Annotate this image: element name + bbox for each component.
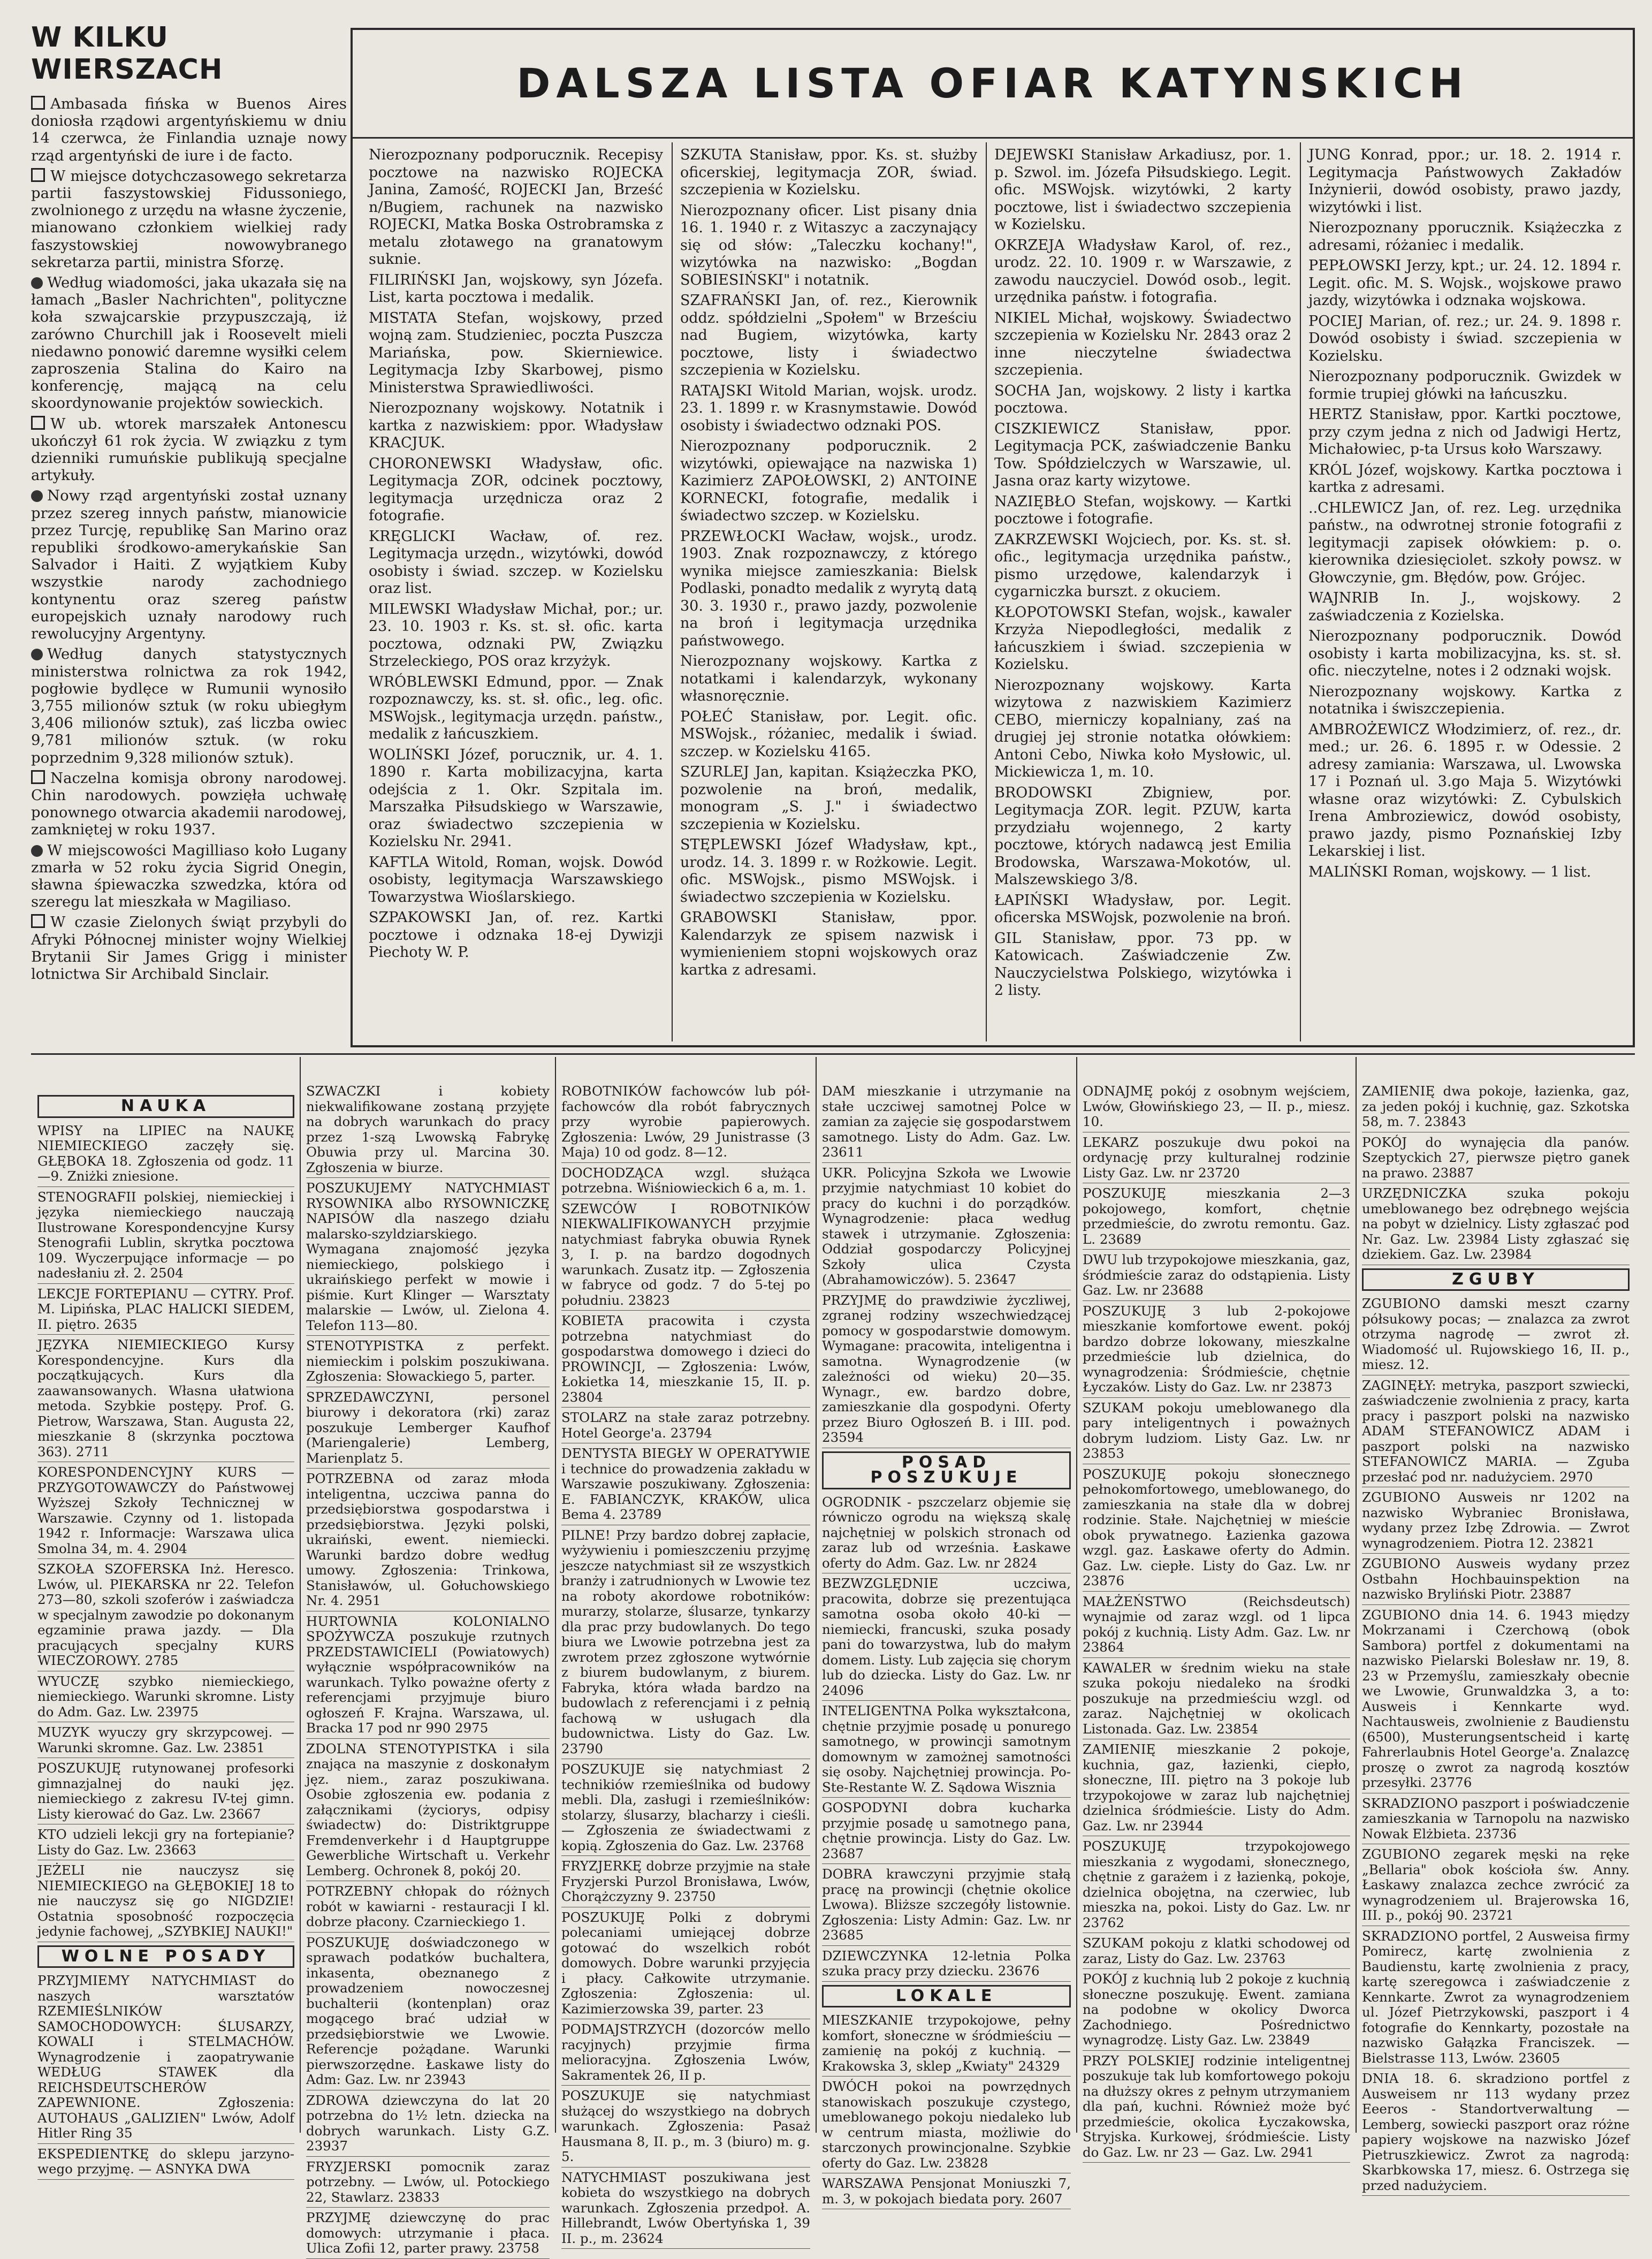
classified-ad: POKÓJ do wynajęcia dla panów. Szeptyckich 27, pierwsze piętro ganek na prawo. 23887 xyxy=(1362,1135,1630,1184)
classified-ad: KOBIETA pracowita i czysta potrzebna natychmiast do gospodarstwa domowego i dzieci do PROWINCJI, — Zgłoszenia: Lwów, Łokietka 14, mieszkanie 15, II. p. 23804 xyxy=(561,1313,810,1408)
victim-entry: CISZKIEWICZ Stanisław, ppor. Legitymacja PCK, zaświadczenie Banku Tow. Spółdzielczych w Warszawie, ul. Jasna oraz karty wizytowe. xyxy=(994,420,1291,489)
brief-item: Ambasada fińska w Buenos Aires doniosła rządowi argentyńskiemu w dniu 14 czerwca, że Finlandia uznaje nowy rząd argentyński de iure i de facto. xyxy=(31,95,347,164)
katyn-column-4 xyxy=(1308,147,1621,1035)
zguby-section-header: ZGUBY xyxy=(1362,1268,1630,1291)
victim-entry: Nierozpoznany wojskowy. Kartka z notatnika i świszczepienia. xyxy=(1308,683,1621,717)
classified-ad: GOSPODYNI dobra kucharka przyjmie posadę u samotnego pana, chętnie prowincja. Listy do Gaz. Lw. 23687 xyxy=(822,1800,1071,1864)
classified-ad: DOBRA krawczyni przyjmie stałą pracę na prowincji (chętnie okolice Lwowa). Bliższe szczegóły listownie. Zgłoszenia: Listy Admin: Gaz. Lw. nr 23685 xyxy=(822,1867,1071,1946)
classified-ad: MIESZKANIE trzypokojowe, pełny komfort, słoneczne w śródmieściu — zamienię na pokój z kuchnią. — Krakowska 3, sklep „Kwiaty" 24329 xyxy=(822,2013,1071,2077)
victim-entry: Nierozpoznany podporucznik. Gwizdek w formie trupiej główki na łańcuszku. xyxy=(1308,368,1621,402)
classified-ad: ZAMIENIĘ mieszkanie 2 pokoje, kuchnia, gaz, łazienki, ciepło, słoneczne, III. piętro na 3 pokoje lub trzypokojowe w zaraz lub najchętniej dzielnica śródmieście. Listy do Adm. Gaz. Lw. nr 23944 xyxy=(1083,1742,1350,1836)
classified-ad: DENTYSTA BIEGŁY W OPERATYWIE i technice do prowadzenia zakładu w Warszawie poszukiwany. Zgłoszenia: E. FABIANCZYK, KRAKÓW, ulica Bema 4. 23789 xyxy=(561,1446,810,1525)
classified-ad: PODMAJSTRZYCH (dozorców mello racyjnych) przyjmie firma melioracyjna. Zgłoszenia Lwów, Sakramentek 26, II p. xyxy=(561,2022,810,2086)
ads-column-2 xyxy=(306,1083,550,2256)
classified-ad: POSZUKUJĘ mieszkania 2—3 pokojowego, komfort, chętnie przedmieście, do zwrotu remontu. Gaz. L. 23689 xyxy=(1083,1186,1350,1250)
classified-ad: NATYCHMIAST poszukiwana jest kobieta do wszystkiego na dobrych warunkach. Zgłoszenia przedpoł. A. Hillebrandt, Lwów Obertyńska 1, 39 II. p., m. 23624 xyxy=(561,2170,810,2249)
victim-entry: PRZEWŁOCKI Wacław, wojsk., urodz. 1903. Znak rozpoznawczy, z którego wynika miejsce zamieszkania: Bielsk Podlaski, ponadto medalik z wyrytą datą 30. 3. 1930 r., prawo jazdy, pozwolenie na broń i legitymacja urzędnika państwowego. xyxy=(680,528,977,649)
classified-ad: SPRZEDAWCZYNI, personel biurowy i dekoratora (rki) zaraz poszukuje Lemberger Kaufhof (Mariengalerie) Lemberg, Marienplatz 5. xyxy=(306,1390,550,1469)
checkbox-icon xyxy=(31,168,45,182)
classified-ad: POKÓJ z kuchnią lub 2 pokoje z kuchnią słoneczne poszukuję. Ewent. zamiana na podobne w okolicy Dworca Zachodniego. Pośrednictwo wynagrodzę. Listy Gaz. Lw. 23849 xyxy=(1083,1972,1350,2051)
victim-entry: Nierozpoznany pporucznik. Książeczka z adresami, różaniec i medalik. xyxy=(1308,219,1621,254)
classified-ad: POSZUKUJE się natychmiast 2 technikiów rzemieślnika od budowy mebli. Dla, zasługi i rzemieślników: stolarzy, ślusarzy, blacharzy i cieśli. — Zgłoszenia ze świadectwami z kopią. Zgłoszenia do Gaz. Lw. 23768 xyxy=(561,1762,810,1856)
classified-ad: INTELIGENTNA Polka wykształcona, chętnie przyjmie posadę u ponurego samotnego, w prowincji samotnym domownym w zamożnej samotności się osoby. Najchętniej prowincja. Po-Ste-Restante W. Z. Sądowa Wisznia xyxy=(822,1703,1071,1798)
column-divider xyxy=(1300,142,1301,1041)
katyn-column-2 xyxy=(680,147,977,1035)
classified-ad: WYUCZĘ szybko niemieckiego, niemieckiego. Warunki skromne. Listy do Adm. Gaz. Lw. 23975 xyxy=(37,1674,294,1723)
classified-ad: ODNAJMĘ pokój z osobnym wejściem, Lwów, Głowińskiego 23, — II. p., miesz. 10. xyxy=(1083,1084,1350,1132)
classified-ad: ZGUBIONO Ausweis nr 1202 na nazwisko Wybraniec Bronisława, wydany przez Izbę Zdrowia. — Zwrot wynagrodzeniem. Piotra 12. 23821 xyxy=(1362,1490,1630,1554)
victim-entry: KRÓL Józef, wojskowy. Kartka pocztowa i kartka z adresami. xyxy=(1308,461,1621,496)
classified-ad: ZGUBIONO dnia 14. 6. 1943 między Mokrzanami i Czerchową (obok Sambora) portfel z dokumentami na nazwisko Pielarski Bolesław nr. 19, 8. 23 w Przemyślu, zamieszkały obecnie we Lwowie, Grunwaldzka 3, a to: Ausweis i Kennkarte wyd. Nachtausweis, zwolnienie z Baudienstu (6500), Musterungsentscheid i kartę Fahrerlaubnis Hotel George'a. Znalazcę proszę o zwrot za nagrodą kosztów przesyłki. 23776 xyxy=(1362,1608,1630,1793)
classified-ad: LEKARZ poszukuje dwu pokoi na ordynację przy kulturalnej rodzinie Listy Gaz. Lw. nr 23720 xyxy=(1083,1135,1350,1184)
classified-ad: ZGUBIONO Ausweis wydany przez Ostbahn Hochbauinspektion na nazwisko Bryliński Piotr. 23887 xyxy=(1362,1556,1630,1605)
classified-ad: ROBOTNIKÓW fachowców lub pół-fachowców dla robót fabrycznych przy wyrobie papierowych. Zgłoszenia: Lwów, 29 Junistrasse (3 Maja) 10 od godz. 8—12. xyxy=(561,1084,810,1163)
brief-item: W miejsce dotychczasowego sekretarza partii faszystowskiej Fidussoniego, zwolnionego z urzędu na własne życzenie, mianowano członkiem wielkiej rady faszystowskiej nowowybranego sekretarza partii, ministra Sforzę. xyxy=(31,167,347,271)
classified-ad: MAŁŻEŃSTWO (Reichsdeutsch) wynajmie od zaraz wzgl. od 1 lipca pokój z kuchnią. Listy Adm. Gaz. Lw. nr 23864 xyxy=(1083,1594,1350,1658)
title-divider xyxy=(353,137,1633,139)
brief-item: W miejscowości Magilliaso koło Lugany zmarła w 52 roku życia Sigrid Onegin, sławna śpiewaczka szwedzka, która od szeregu lat mieszkała w Magiliaso. xyxy=(31,841,347,911)
classified-ad: SZKOŁA SZOFERSKA Inż. Heresco. Lwów, ul. PIEKARSKA nr 22. Telefon 273—80, szkoli szoferów i zaświadcza w specjalnym zawodzie po dokonanym egzaminie prawa jazdy. — Dla pracujących specjalny KURS WIECZOROWY. 2785 xyxy=(37,1562,294,1671)
victim-entry: CHORONEWSKI Władysław, ofic. Legitymacja ZOR, odcinek pocztowy, legitymacja urzędnicza oraz 2 fotografie. xyxy=(369,455,663,524)
classified-ad: POSZUKUJĘ trzypokojowego mieszkania z wygodami, słonecznego, chętnie z garażem i z łazienką, pokoje, dzielnica obojętna, na czerwiec, lub mieszka na, pokoi. Listy do Gaz. Lw. nr 23762 xyxy=(1083,1839,1350,1933)
classified-ad: POSZUKUJĘ pokoju słonecznego pełnokomfortowego, umeblowanego, do zamieszkania na stałe dla w dobrej rodzinie. Stałe. Najchętniej w mieście obok prywatnego. Łazienka gazowa wzgl. gaz. Łaskawe oferty do Admin. Gaz. Lw. ciepłe. Listy do Gaz. Lw. nr 23876 xyxy=(1083,1467,1350,1592)
classified-ad: PRZY POLSKIEJ rodzinie inteligentnej poszukuje tak lub komfortowego pokoju na dłuższy okres z pełnym utrzymaniem dla pań, kuchni. Również może być przedmieście, okolica Łyczakowska, Stryjska. Kurkowej, śródmieście. Listy do Gaz. Lw. nr 23 — Gaz. Lw. 2941 xyxy=(1083,2053,1350,2163)
classified-ad: KORESPONDENCYJNY KURS — PRZYGOTOWAWCZY do Państwowej Wyższej Szkoły Technicznej w Warszawie. Czynny od 1. listopada 1942 r. Informacje: Warszawa ulica Smolna 34, m. 4. 2904 xyxy=(37,1465,294,1559)
victim-entry: Nierozpoznany podporucznik. Recepisy pocztowe na nazwisko ROJECKA Janina, Zamość, ROJECKI Jan, Brześć n/Bugiem, rachunek na nazwisko ROJECKI, Matka Boska Ostrobramska z metalu złotawego na granatowym suknie. xyxy=(369,147,663,268)
katyn-column-1 xyxy=(369,147,663,1035)
column-divider xyxy=(986,142,987,1041)
classified-ad: POTRZEBNY chłopak do różnych robót w kawiarni - restauracji I kl. dobrze płacony. Czarnieckiego 1. xyxy=(306,1884,550,1933)
classified-ad: DAM mieszkanie i utrzymanie na stałe uczciwej samotnej Polce w zamian za zajęcie się gospodarstwem samotnego. Listy do Adm. Gaz. Lw. 23611 xyxy=(822,1084,1071,1163)
classified-ad: PILNE! Przy bardzo dobrej zapłacie, wyżywieniu i pomieszczeniu przyjmę jeszcze natychmiast sił ze wszystkich branży i zatrudnionych w Lwowie tez na roboty akordowe robotników: murarzy, stolarze, ślusarze, tynkarzy dla prac przy budowlanych. Do tego biura we Lwowie potrzebna jest za zwrotem przez zgłoszone wytwórnie z biurem budowlanym, z biurem. Fabryka, która włada bardzo na budowlach z referencjami i z pełnią fachową w usługach dla budownictwa. Listy do Gaz. Lw. 23790 xyxy=(561,1528,810,1760)
victim-entry: WRÓBLEWSKI Edmund, ppor. — Znak rozpoznawczy, ks. st. sł. ofic., leg. ofic. MSWojsk., legitymacja urzędn. państw., medalik z łańcuszkiem. xyxy=(369,673,663,742)
victim-entry: Nierozpoznany wojskowy. Karta wizytowa z nazwiskiem Kazimierz CEBO, mierniczy kopalniany, zaś na drugiej jej stronie notatka ołówkiem: Antoni Cebo, Niwka koło Mysłowic, ul. Mickiewicza 1, m. 10. xyxy=(994,676,1291,780)
lokale-section-header: LOKALE xyxy=(822,1985,1071,2008)
classified-ad: EKSPEDIENTKĘ do sklepu jarzyno-wego przyjmę. — ASNYKA DWA xyxy=(37,2147,294,2180)
victim-entry: Nierozpoznany oficer. List pisany dnia 16. 1. 1940 r. z Witaszyc a zaczynający się od słów: „Taleczku kochany!", wizytówka na nazwisko: „Bogdan SOBIESIŃSKI" i notatnik. xyxy=(680,202,977,288)
wolne-posady-section-header: WOLNE POSADY xyxy=(37,1945,294,1968)
circle-icon xyxy=(31,845,43,857)
classified-ad: JEŻELI nie nauczysz się NIEMIECKIEGO na GŁĘBOKIEJ 18 to nie nauczysz się go NIGDZIE! Ostatnia sposobność rozpoczęcia jedynie fachowej, „SZYBKIEJ NAUKI!" xyxy=(37,1863,294,1942)
column-divider xyxy=(300,1057,301,2133)
classified-ad: POSZUKUJĘ rutynowanej profesorki gimnazjalnej do nauki jęz. niemieckiego z zakresu IV-tej gimn. Listy kierować do Gaz. Lw. 23667 xyxy=(37,1761,294,1824)
victim-entry: BRODOWSKI Zbigniew, por. Legitymacja ZOR. legit. PZUW, karta przydziału wojennego, 2 karty pocztowe, których nadawcą jest Emilia Brodowska, Warszawa-Mokotów, ul. Malszewskiego 3/8. xyxy=(994,784,1291,888)
section-divider xyxy=(31,1053,1635,1055)
ads-column-4 xyxy=(822,1083,1071,2207)
classified-ad: POSZUKUJĘ doświadczonego w sprawach podatków buchaltera, inkasenta, obeznanego z prowadzeniem nowoczesnej buchalterii (kontenplan) oraz mogącego brać udział w przedsiębiorstwie we Lwowie. Referencje pożądane. Warunki pierwszorzędne. Łaskawe listy do Adm: Gaz. Lw. nr 23943 xyxy=(306,1935,550,2090)
classified-ad: SZWACZKI i kobiety niekwalifikowane zostaną przyjęte na dobrych warunkach do pracy przez 1-szą Lwowską Fabrykę Obuwia przy ul. Marcina 30. Zgłoszenia w biurze. xyxy=(306,1084,550,1178)
classified-ad: ZAMIENIĘ dwa pokoje, łazienka, gaz, za jeden pokój i kuchnię, gaz. Szkotska 58, m. 7. 23843 xyxy=(1362,1084,1630,1132)
classified-ad: MUZYK wyuczy gry skrzypcowej. — Warunki skromne. Gaz. Lw. 23851 xyxy=(37,1725,294,1758)
classified-ad: PRZYJMIEMY NATYCHMIAST do naszych warsztatów RZEMIEŚLNIKÓW SAMOCHODOWYCH: ŚLUSARZY, KOWALI i STELMACHÓW. Wynagrodzenie i zaopatrywanie WEDŁUG STAWEK dla REICHSDEUTSCHERÓW ZAPEWNIONE. Zgłoszenia: AUTOHAUS „GALIZIEN" Lwów, Adolf Hitler Ring 35 xyxy=(37,1973,294,2144)
victim-entry: OKRZEJA Władysław Karol, of. rez., urodz. 22. 10. 1909 r. w Warszawie, z zawodu nauczyciel. Dowód osob., legit. urzędnika państw. i fotografia. xyxy=(994,237,1291,306)
classified-ad: POSZUKUJĘ 3 lub 2-pokojowe mieszkanie komfortowe ewent. pokój bardzo dobrze lokowany, mieszkalne przedmieście lub dzielnica, do wynagrodzenia: Śródmieście, chętnie Łyczaków. Listy do Gaz. Lw. nr 23873 xyxy=(1083,1304,1350,1398)
classified-ad: KAWALER w średnim wieku na stałe szuka pokoju niedaleko na środki poszukuje na przedmieściu wzgl. od zaraz. Najchętniej w okolicach Listonada. Gaz. Lw. 23854 xyxy=(1083,1661,1350,1740)
classified-ad: BEZWZGLĘDNIE uczciwa, pracowita, dobrze się prezentująca samotna osoba około 40-ki — niemiecki, francuski, szuka posady pani do towarzystwa, lub do małym domem. Listy. Lub zajęcia się chorym lub do dziecka. Listy do Gaz. Lw. nr 24096 xyxy=(822,1576,1071,1701)
brief-item: W ub. wtorek marszałek Antonescu ukończył 61 rok życia. W związku z tym dzienniki rumuńskie publikują specjalne artykuły. xyxy=(31,415,347,484)
katyn-list-box xyxy=(351,28,1635,1047)
classified-ad: STENOTYPISTKA z perfekt. niemieckim i polskim poszukiwana. Zgłoszenia: Słowackiego 5, parter. xyxy=(306,1338,550,1387)
victim-entry: NAZIĘBŁO Stefan, wojskowy. — Kartki pocztowe i fotografie. xyxy=(994,493,1291,527)
brief-item: Naczelna komisja obrony narodowej. Chin narodowych. powzięła uchwałę ponownego otwarcia akademii narodowej, zamkniętej w roku 1937. xyxy=(31,769,347,839)
katyn-column-3 xyxy=(994,147,1291,1035)
victim-entry: SOCHA Jan, wojskowy. 2 listy i kartka pocztowa. xyxy=(994,382,1291,416)
column-divider xyxy=(1076,1057,1077,2133)
classified-ad: POSZUKUJĘ Polki z dobrymi polecaniami umiejącej dobrze gotować do wszelkich robót domowych. Dobre warunki przyjęcia i płacy. Całkowite utrzymanie. Zgłoszenia: Zgłoszenia: ul. Kazimierzowska 39, parter. 23 xyxy=(561,1910,810,2020)
victim-entry: GRABOWSKI Stanisław, ppor. Kalendarzyk ze spisem nazwisk i wymienieniem stopni wojskowych oraz kartka z adresami. xyxy=(680,909,977,978)
victim-entry: RATAJSKI Witold Marian, wojsk. urodz. 23. 1. 1899 r. w Krasnymstawie. Dowód osobisty i świadectwo odznaki POS. xyxy=(680,382,977,434)
victim-entry: DEJEWSKI Stanisław Arkadiusz, por. 1. p. Szwol. im. Józefa Piłsudskiego. Legit. ofic. MSWojsk. wizytówki, 2 karty pocztowe, list i świadectwo szczepienia w Kozielsku. xyxy=(994,147,1291,233)
nauka-section-header: NAUKA xyxy=(37,1095,294,1118)
victim-entry: JUNG Konrad, ppor.; ur. 18. 2. 1914 r. Legitymacja Państwowych Zakładów Inżynierii, dowód osobisty, prawo jazdy, wizytówki i list. xyxy=(1308,147,1621,216)
checkbox-icon xyxy=(31,914,45,928)
checkbox-icon xyxy=(31,96,45,110)
victim-entry: Nierozpoznany wojskowy. Kartka z notatkami i kalendarzyk, wykonany własnoręcznie. xyxy=(680,653,977,704)
victim-entry: GIL Stanisław, ppor. 73 pp. w Katowicach. Zaświadczenie Zw. Nauczycielstwa Polskiego, wizytówka i 2 listy. xyxy=(994,930,1291,999)
news-briefs-section xyxy=(31,21,347,986)
brief-item: Według danych statystycznych ministerstwa rolnictwa za rok 1942, pogłowie bydlęce w Rumunii wynosiło 3,755 milionów sztuk (w roku ubiegłym 3,406 milionów sztuk), zaś liczba owiec 9,781 milionów sztuk. (w roku poprzednim 9,328 milionów sztuk). xyxy=(31,645,347,766)
victim-entry: KRĘGLICKI Wacław, of. rez. Legitymacja urzędn., wizytówki, dowód osobisty i świad. szczep. w Kozielsku oraz list. xyxy=(369,528,663,597)
victim-entry: PEPŁOWSKI Jerzy, kpt.; ur. 24. 12. 1894 r. Legit. ofic. M. S. Wojsk., wojskowe prawo jazdy, wizytówka i odznaka wojskowa. xyxy=(1308,257,1621,309)
victim-entry: ŁAPIŃSKI Władysław, por. Legit. oficerska MSWojsk, pozwolenie na broń. xyxy=(994,892,1291,926)
checkbox-icon xyxy=(31,416,45,430)
classified-ad: DNIA 18. 6. skradziono portfel z Ausweisem nr 113 wydany przez Eeeros - Standortverwaltung — Lemberg, sowiecki paszport oraz różne papiery wojskowe na nazwisko Józef Pietruszkiewicz. Zwrot za nagrodą: Skarbkowska 17, miesz. 6. Ostrzega się przed nadużyciem. xyxy=(1362,2071,1630,2196)
victim-entry: HERTZ Stanisław, ppor. Kartki pocztowe, przy czym jedna z nich od Jadwigi Hertz, Michałowiec, p-ta Ursus koło Warszawy. xyxy=(1308,406,1621,458)
victim-entry: Nierozpoznany wojskowy. Notatnik i kartka z nazwiskiem: ppor. Władysław KRACJUK. xyxy=(369,400,663,451)
ads-column-1 xyxy=(37,1092,294,2177)
classified-ad: SZUKAM pokoju z klatki schodowej od zaraz, Listy do Gaz. Lw. 23763 xyxy=(1083,1936,1350,1969)
victim-entry: FILIRIŃSKI Jan, wojskowy, syn Józefa. List, karta pocztowa i medalik. xyxy=(369,271,663,306)
victim-entry: AMBROŻEWICZ Włodzimierz, of. rez., dr. med.; ur. 26. 6. 1895 r. w Odessie. 2 adresy zamiania: Warszawa, ul. Lwowska 17 i Poznań ul. 3.go Maja 5. Wizytówki własne oraz wizytówki: Z. Cybulskich Irena Ambroziewicz, dowód osobisty, prawo jazdy, pismo Poznańskiej Izby Lekarskiej i list. xyxy=(1308,721,1621,860)
classified-ad: LEKCJE FORTEPIANU — CYTRY. Prof. M. Lipińska, PLAC HALICKI SIEDEM, II. piętro. 2635 xyxy=(37,1287,294,1335)
victim-entry: STĘPLEWSKI Józef Władysław, kpt., urodz. 14. 3. 1899 r. w Rożkowie. Legit. ofic. MSWojsk., pismo MSWojsk. i świadectwo szczepienia w Kozielsku. xyxy=(680,836,977,906)
classified-ad: DWÓCH pokoi na powrzędnych stanowiskach poszukuje czystego, umeblowanego pokoju niedaleko lub w centrum miasta, możliwie do starczonych prowincjonalne. Szybkie oferty do Gaz. Lw. 23828 xyxy=(822,2079,1071,2173)
classified-ad: SZUKAM pokoju umeblowanego dla pary inteligentnych i poważnych dobrym ludziom. Listy Gaz. Lw. nr 23853 xyxy=(1083,1401,1350,1464)
classified-ad: ZAGINĘŁY: metryka, paszport szwiecki, zaświadczenie zwolnienia z pracy, karta pracy i paszport polski na nazwisko ADAM STEFANOWICZ ADAM i paszport polski na nazwisko STEFANOWICZ MARIA. — Zguba przesłać pod nr. nadużyciem. 2970 xyxy=(1362,1378,1630,1488)
victim-entry: KAFTLA Witold, Roman, wojsk. Dowód osobisty, legitymacja Warszawskiego Towarzystwa Wioślarskiego. xyxy=(369,854,663,906)
classified-ad: JĘZYKA NIEMIECKIEGO Kursy Korespondencyjne. Kurs dla początkujących. Kurs dla zaawansowanych. Własna ułatwiona metoda. Szybkie postępy. Prof. G. Pietrow, Warszawa, Stan. Augusta 22, mieszkanie 8 (skrzynka pocztowa 363). 2711 xyxy=(37,1337,294,1462)
victim-entry: SZURLEJ Jan, kapitan. Książeczka PKO, pozwolenie na broń, medalik, monogram „S. J." i świadectwo szczepienia w Kozielsku. xyxy=(680,764,977,833)
ads-column-6 xyxy=(1362,1083,1630,2193)
brief-item: Według wiadomości, jaka ukazała się na łamach „Basler Nachrichten", polityczne koła szwajcarskie przypuszczają, iż zarówno Churchill jak i Roosevelt mieli niedawno ponowić daremne wysiłki celem zaproszenia Stalina do Kairo na konferencję, mającą na celu skoordynowanie projektów sowieckich. xyxy=(31,274,347,412)
victim-entry: ..CHLEWICZ Jan, of. rez. Leg. urzędnika państw., na odwrotnej stronie fotografii z legitymacji zapisek ołówkiem: p. o. kierownika dziesięciolet. szkoły powsz. w Głowczynie, gm. Błędów, pow. Grójec. xyxy=(1308,499,1621,586)
circle-icon xyxy=(31,649,43,660)
victim-entry: SZKUTA Stanisław, ppor. Ks. st. służby oficerskiej, legitymacja ZOR, świad. szczepienia w Kozielsku. xyxy=(680,147,977,198)
classified-ad: DOCHODZĄCA wzgl. służąca potrzebna. Wiśniowieckich 6 a, m. 1. xyxy=(561,1166,810,1199)
classified-ad: POSZUKUJEMY NATYCHMIAST RYSOWNIKA albo RYSOWNICZKĘ NAPISÓW dla naszego działu malarsko-szyldziarskiego. Wymagana znajomość języka niemieckiego, polskiego i ukraińskiego perfekt w mowie i piśmie. Kurt Klinger — Warsztaty malarskie — Lwów, ul. Zielona 4. Telefon 113—80. xyxy=(306,1181,550,1336)
column-divider xyxy=(672,142,673,1041)
classified-ad: SZEWCÓW I ROBOTNIKÓW NIEKWALIFIKOWANYCH przyjmie natychmiast fabryka obuwia Rynek 3, I. p. na bardzo dogodnych warunkach. Zusatz itp. — Zgłoszenia w fabryce od godz. 7 do 5-tej po południu. 23823 xyxy=(561,1201,810,1311)
news-briefs-title: W KILKU WIERSZACH xyxy=(31,21,223,86)
classified-ad: ZGUBIONO damski meszt czarny półsukowy pocas; — znalazca za zwrot otrzyma nagrodę — zwrot zł. Wiadomość ul. Rujowskiego 16, II. p., miesz. 12. xyxy=(1362,1296,1630,1375)
column-divider xyxy=(555,1057,556,2133)
victim-entry: Nierozpoznany podporucznik. 2 wizytówki, opiewające na nazwiska 1) Kazimierz ZAPOŁOWSKI, 2) ANTOINE KORNECKI, fotografie, medalik i świadectwo szczep. w Kozielsku. xyxy=(680,438,977,524)
checkbox-icon xyxy=(31,770,45,784)
victim-entry: POŁEĆ Stanisław, por. Legit. ofic. MSWojsk., różaniec, medalik i świad. szczep. w Kozielsku 4165. xyxy=(680,708,977,760)
ads-column-5 xyxy=(1083,1083,1350,2160)
classified-ad: ZDOLNA STENOTYPISTKA i sila znająca na maszynie z doskonałym jęz. niem., zaraz poszukiwana. Osobie zgłoszenia ew. podania z załącznikami (życiorys, odpisy świadectw) do: Distriktgruppe Fremdenverkehr i d Hauptgruppe Gewerbliche Wirtschaft u. Verkehr Lemberg. Ochronek 8, pokój 20. xyxy=(306,1741,550,1882)
classified-ad: PRZYJMĘ do prawdziwie życzliwej, zgranej rodziny wszechwiedzącej pomocy w gospodarstwie domowym. Wymagane: pracowita, inteligentna i samotna. Wynagrodzenie (w zależności od wieku) 20—35. Wynagr., ew. bardzo dobre, zamieszkanie dla gospodyni. Oferty przez Biuro Ogłoszeń B. i III. pod. 23594 xyxy=(822,1293,1071,1448)
victim-entry: KŁOPOTOWSKI Stefan, wojsk., kawaler Krzyża Niepodległości, medalik z łańcuszkiem i świad. szczepienia w Kozielsku. xyxy=(994,604,1291,673)
victim-entry: SZPAKOWSKI Jan, of. rez. Kartki pocztowe i odznaka 18-ej Dywizji Piechoty W. P. xyxy=(369,909,663,961)
classified-ad: OGRODNIK - pszczelarz objemie się równiczo ogrodu na większą skalę najchętniej w polskich stronach od zaraz lub od września. Łaskawe oferty do Adm. Gaz. Lw. nr 2824 xyxy=(822,1495,1071,1574)
victim-entry: NIKIEL Michał, wojskowy. Świadectwo szczepienia w Kozielsku Nr. 2843 oraz 2 inne nieczytelne świadectwa szczepienia. xyxy=(994,309,1291,378)
classified-ad: FRYZJERKĘ dobrze przyjmie na stałe Fryzjerski Purzol Bronisława, Lwów, Chorążczyzny 9. 23750 xyxy=(561,1859,810,1907)
classified-ad: WARSZAWA Pensjonat Moniuszki 7, m. 3, w pokojach biedata pory. 2607 xyxy=(822,2176,1071,2209)
classified-ad: DZIEWCZYNKA 12-letnia Polka szuka pracy przy dziecku. 23676 xyxy=(822,1949,1071,1982)
classified-ad: POSZUKUJE się natychmiast służącej do wszystkiego na dobrych warunkach. Zgłoszenia: Pasaż Hausmana 8, II. p., m. 3 (biuro) m. g. 5. xyxy=(561,2088,810,2167)
classified-ad: PRZYJMĘ dziewczynę do prac domowych: utrzymanie i płaca. Ulica Zofii 12, parter prawy. 23758 xyxy=(306,2210,550,2259)
katyn-list-title: DALSZA LISTA OFIAR KATYNSKICH xyxy=(516,59,1469,107)
news-briefs-list xyxy=(31,95,347,983)
classified-ad: STOLARZ na stałe zaraz potrzebny. Hotel George'a. 23794 xyxy=(561,1410,810,1443)
brief-item: W czasie Zielonych świąt przybyli do Afryki Północnej minister wojny Wielkiej Brytanii Sir James Grigg i minister lotnictwa Sir Archibald Sinclair. xyxy=(31,914,347,983)
classified-ad: DWU lub trzypokojowe mieszkania, gaz, śródmieście zaraz do odstąpienia. Listy Gaz. Lw. nr 23688 xyxy=(1083,1252,1350,1301)
classified-ad: ZGUBIONO zegarek męski na ręke „Bellaria" obok kościoła św. Anny. Łaskawy znalazca zechce zwrócić za wynagrodzeniem ul. Brajerowska 16, III. p., pokój 90. 23721 xyxy=(1362,1847,1630,1926)
brief-item: Nowy rząd argentyński został uznany przez szereg innych państw, mianowicie przez Turcję, republikę San Marino oraz republiki środkowo-amerykańskie San Salvador i Haiti. Z wyjątkiem Kuby wszystkie narody zachodniego kontynentu oraz szereg państw europejskich uznały narodowy ruch rewolucyjny Argentyny. xyxy=(31,487,347,643)
posad-poszukuje-section-header: POSAD POSZUKUJE xyxy=(822,1451,1071,1489)
classified-ad: FRYZJERSKI pomocnik zaraz potrzebny. — Lwów, ul. Potockiego 22, Stawlarz. 23833 xyxy=(306,2159,550,2208)
circle-icon xyxy=(31,490,43,502)
victim-entry: POCIEJ Marian, of. rez.; ur. 24. 9. 1898 r. Dowód osobisty i świad. szczepienia w Kozielsku. xyxy=(1308,313,1621,364)
classified-ad: SKRADZIONO paszport i poświadczenie zamieszkania w Tarnopolu na nazwisko Nowak Elżbieta. 23736 xyxy=(1362,1796,1630,1845)
victim-entry: MISTATA Stefan, wojskowy, przed wojną zam. Studzieniec, poczta Puszcza Mariańska, pow. Skierniewice. Legitymacja Izby Skarbowej, pismo Ministerstwa Sprawiedliwości. xyxy=(369,309,663,396)
column-divider xyxy=(816,1057,817,2133)
classified-ad: WPISY na LIPIEC na NAUKĘ NIEMIECKIEGO zaczęły się. GŁĘBOKA 18. Zgłoszenia od godz. 11—9. Zniżki zniesione. xyxy=(37,1123,294,1187)
victim-entry: SZAFRAŃSKI Jan, of. rez., Kierownik oddz. spółdzielni „Społem" w Brześciu nad Bugiem, wizytówka, karty pocztowe, listy i świadectwo szczepienia w Kozielsku. xyxy=(680,292,977,378)
classified-ad: URZĘDNICZKA szuka pokoju umeblowanego bez odrębnego wejścia na pobyt w dzielnicy. Listy zgłaszać pod Nr. Gaz. Lw. 23984 Listy zgłaszać się dziekiem. Gaz. Lw. 23984 xyxy=(1362,1186,1630,1265)
classified-ad: STENOGRAFII polskiej, niemieckiej i języka niemieckiego nauczają Ilustrowane Korespondencyjne Kursy Stenografii Lublin, skrytka pocztowa 109. Wyczerpujące informacje — po nadesłaniu zł. 2. 2504 xyxy=(37,1190,294,1284)
victim-entry: WAJNRIB In. J., wojskowy. 2 zaświadczenia z Kozielska. xyxy=(1308,590,1621,624)
classified-ad: UKR. Policyjna Szkoła we Lwowie przyjmie natychmiast 10 kobiet do pracy do kuchni i do porządków. Wynagrodzenie: płaca według stawek i utrzymanie. Zgłoszenia: Oddział gospodarczy Policyjnej Szkoły ulica Czysta (Abrahamowiczów). 5. 23647 xyxy=(822,1166,1071,1290)
victim-entry: Nierozpoznany podporucznik. Dowód osobisty i karta mobilizacyjna, ks. st. sł. ofic. nieczytelne, notes i 2 odznaki wojsk. xyxy=(1308,628,1621,679)
classified-ad: POTRZEBNA od zaraz młoda inteligentna, uczciwa panna do przedsiębiorstwa gospodarstwa i przedsiębiorstwa. Języki polski, ukraiński, ewent. niemiecki. Warunki bardzo dobre według umowy. Zgłoszenia: Trinkowa, Stanisławów, ul. Gołuchowskiego Nr. 4. 2951 xyxy=(306,1471,550,1611)
circle-icon xyxy=(31,277,43,289)
classified-ad: SKRADZIONO portfel, 2 Ausweisa firmy Pomirecz, kartę zwolnienia z Baudienstu, kartę zwolnienia z pracy, kartę szeregowca i zaświadczenie z Kennkarte. Zwrot za wynagrodzeniem ul. Józef Pietrzykowski, paszport i 4 fotografie do Kennkarty, pozostałe na nazwisko Gałązka Franciszek. — Bielstrasse 113, Lwów. 23605 xyxy=(1362,1929,1630,2069)
victim-entry: WOLIŃSKI Józef, porucznik, ur. 4. 1. 1890 r. Karta mobilizacyjna, karta odejścia z 1. Okr. Szpitala im. Marszałka Piłsudskiego w Warszawie, oraz świadectwo szczepienia w Kozielsku Nr. 2941. xyxy=(369,746,663,850)
column-divider xyxy=(1356,1057,1357,2133)
victim-entry: MILEWSKI Władysław Michał, por.; ur. 23. 10. 1903 r. Ks. st. sł. ofic. karta pocztowa, odznaki PW, Związku Strzeleckiego, POS oraz krzyżyk. xyxy=(369,600,663,670)
classified-ad: ZDROWA dziewczyna do lat 20 potrzebna do 1½ letn. dziecka na dobrych warunkach. Listy G.Z. 23937 xyxy=(306,2093,550,2157)
classified-ad: KTO udzieli lekcji gry na fortepianie? Listy do Gaz. Lw. 23663 xyxy=(37,1827,294,1860)
ads-column-3 xyxy=(561,1083,810,2246)
victim-entry: MALIŃSKI Roman, wojskowy. — 1 list. xyxy=(1308,863,1592,880)
victim-entry: ZAKRZEWSKI Wojciech, por. Ks. st. sł. ofic., legitymacja urzędnika państw., pismo urzędowe, kalendarzyk i cygarniczka burszt. z okuciem. xyxy=(994,531,1291,600)
classified-ad: HURTOWNIA KOLONIALNO SPOŻYWCZA poszukuje rzutnych PRZEDSTAWICIELI (Powiatowych) wyłącznie współpracowników na warunkach. Tylko poważne oferty z referencjami przyjmuje biuro ogłoszeń F. Krajna. Warszawa, ul. Bracka 17 pod nr 990 2975 xyxy=(306,1614,550,1739)
